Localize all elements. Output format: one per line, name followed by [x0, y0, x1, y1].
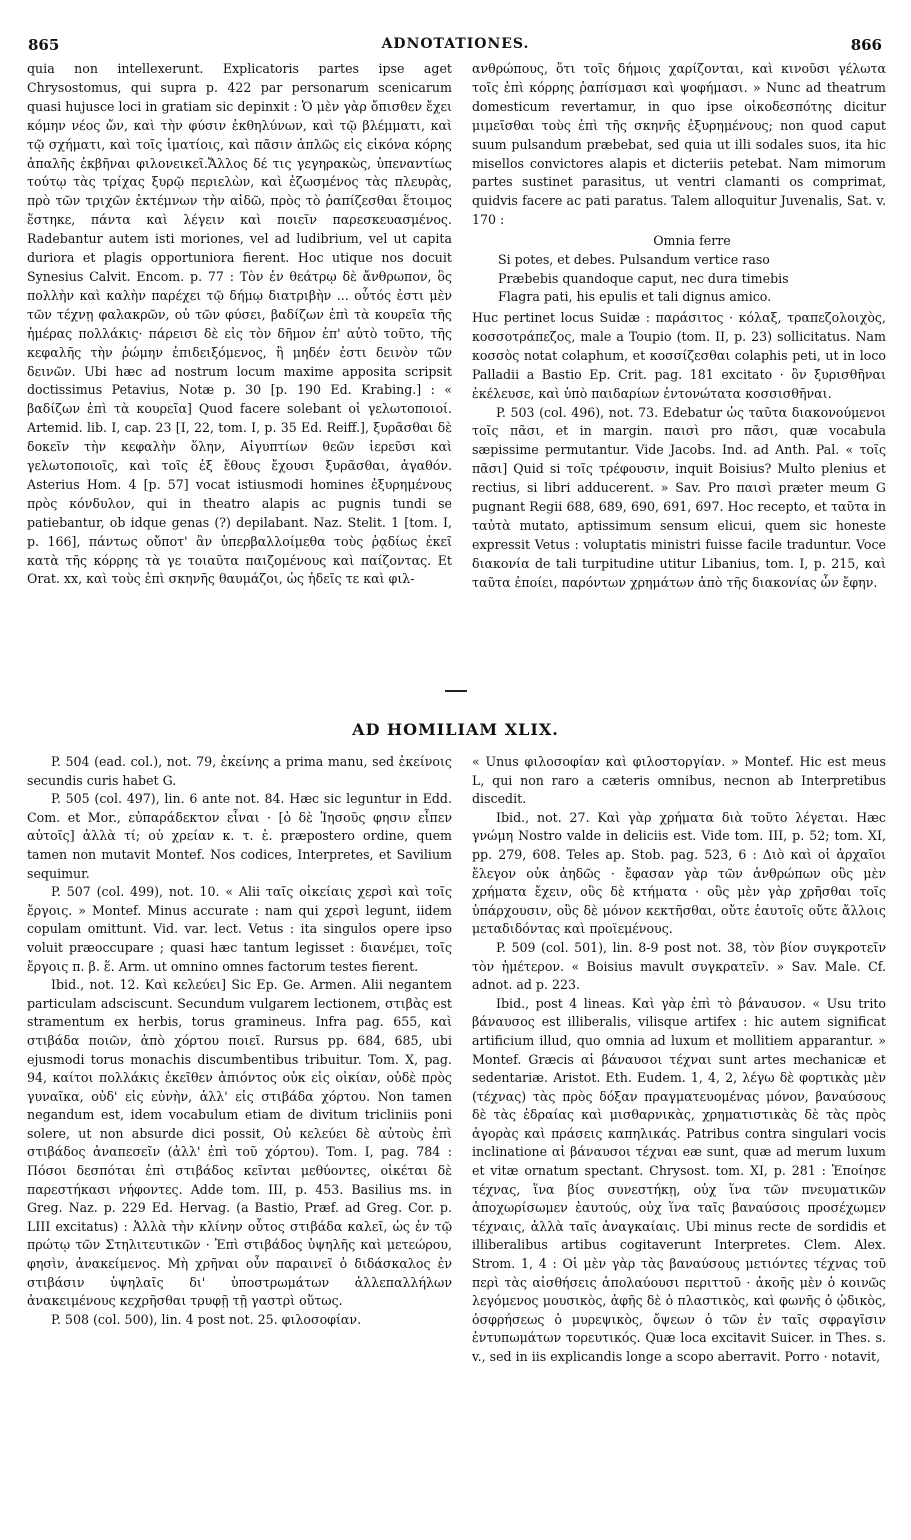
paragraph: P. 508 (col. 500), lin. 4 post not. 25. φιλοσοφίαν.: [51, 1311, 362, 1327]
paragraph: P. 507 (col. 499), not. 10. « Alii ταῖς οἰκείαις χερσὶ καὶ τοῖς ἔργοις. » Montef. Minus accurate : nam qui χερσὶ legunt, iidem copulam omittunt. Vid. var. lect. Vetus : ita singulos opere ipso voluit præoccupare ; quasi hæc tantum legisset : διανέμει, τοῖς ἔργοις π. β. ἕ. Arm. ut omnino omnes factorum testes fierent.: [27, 884, 452, 974]
paragraph: Huc pertinet locus Suidæ : παράσιτος · κόλαξ, τραπεζολοιχὸς, κοσσοτράπεζος, male a Toupio (tom. II, p. 23) sollicitatus. Nam κοσσὸς notat colaphum, et κοσσίζεσθαι colaphis peti, ut in loco Palladii a Bastio Ep. Crit. pag. 181 excitato · ὃν ξυρισθῆναι ἐκέλευσε, καὶ ὑπὸ παιδαρίων ἐντονώτατα κοσσισθῆναι.: [472, 309, 886, 401]
paragraph: ανθρώπους, ὅτι τοῖς δήμοις χαρίζονται, καὶ κινοῦσι γέλωτα τοῖς ἐπὶ κόρρης ῥαπίσμασι καὶ ψοφήμασι. » Nunc ad theatrum domesticum revertamur, in quo ipse οἰκοδεσπότης dicitur μιμεῖσθαι τοὺς ἐπὶ τῆς σκηνῆς ἐξυρημένους; non quod caput suum pulsandum præbebat, sed quia ut illi sodales suos, ita hic misellos convictores alapis et dicteriis petebat. Nam mimorum partes sustinet parasitus, ut ventri clamanti os comprimat, quidvis facere ac pati paratus. Talem alloquitur Juvenalis, Sat. v. 170 :: [472, 61, 886, 228]
verse-line: Præbebis quandoque caput, nec dura timebis: [498, 270, 789, 286]
running-title: ADNOTATIONES.: [381, 36, 530, 52]
paragraph: P. 509 (col. 501), lin. 8-9 post not. 38, τὸν βίον συγκροτεῖν τὸν ἡμέτερον. « Boisius mavult συγκρατεῖν. » Sav. Male. Cf. adnot. ad p. 223.: [472, 939, 886, 993]
bottom-left-column: [27, 753, 452, 1329]
verse-line: Omnia ferre: [653, 233, 731, 249]
verse-line: Flagra pati, his epulis et tali dignus amico.: [498, 289, 772, 305]
page-number-left: 865: [28, 36, 60, 54]
paragraph: P. 504 (ead. col.), not. 79, ἐκείνης a prima manu, sed ἐκείνοις secundis curis habet G.: [27, 754, 452, 788]
top-right-column: [472, 60, 886, 593]
paragraph: « Unus φιλοσοφίαν καὶ φιλοστοργίαν. » Montef. Hic est meus L, qui non raro a cæteris omnibus, necnon ab Interpretibus discedit.: [472, 754, 886, 807]
section-divider: [445, 690, 467, 692]
page-header: [0, 12, 911, 52]
paragraph: P. 503 (col. 496), not. 73. Edebatur ὡς ταῦτα διακονούμενοι τοῖς πᾶσι, et in margin. παισὶ pro πᾶσι, quæ vocabula sæpissime permutantur. Vide Jacobs. Ind. ad Anth. Pal. « τοῖς πᾶσι] Quid si τοῖς τρέφουσιν, inquit Boisius? Multo plenius et rectius, si libri adducerent. » Sav. Pro παισὶ præter meum G pugnant Regii 688, 689, 690, 691, 697. Hoc recepto, et ταῦτα in ταὐτὰ mutato, aptissimum sensum elicui, quem sic honeste expressit Vetus : voluptatis ministri fuisse facile traduntur. Voce διακονία de tali turpitudine utitur Libanius, tom. I, p. 215, καὶ ταῦτα ἐποίει, παρόντων χρημάτων ἀπὸ τῆς διακονίας ὧν ἔφην.: [472, 404, 886, 590]
page-number-right: 866: [850, 36, 882, 54]
top-left-column: [27, 60, 452, 589]
paragraph: P. 505 (col. 497), lin. 6 ante not. 84. Hæc sic leguntur in Edd. Com. et Mor., εὐπαράδεκτον εἶναι · [ὁ δὲ Ἰησοῦς φησιν εἶπεν αὐτοῖς] ἀλλὰ τί; οὐ χρείαν κ. τ. ἑ. præpostero ordine, quem tamen non mutavit Montef. Nos codices, Interpretes, et Savilium sequimur.: [27, 791, 452, 881]
paragraph: Ibid., not. 27. Καὶ γὰρ χρήματα διὰ τοῦτο λέγεται. Hæc γνώμη Nostro valde in deliciis est. Vide tom. III, p. 52; tom. XI, pp. 279, 608. Teles ap. Stob. pag. 523, 6 : Διὸ καὶ οἱ ἀρχαῖοι ἔλεγον οὐκ ἀηδῶς · ἔφασαν γὰρ τῶν ἀνθρώπων οὓς μὲν χρήματα ἔχειν, οὓς δὲ κτήματα · οὓς μὲν γὰρ χρῆσθαι τοῖς ὑπάρχουσιν, οὓς δὲ μόνον κεκτῆσθαι, οὔτε ἑαυτοῖς οὔτε ἄλλοις μεταδιδόντας καὶ προϊεμένους.: [472, 809, 886, 937]
paragraph: Ibid., post 4 lineas. Καὶ γὰρ ἐπὶ τὸ βάναυσον. « Usu trito βάναυσος est illiberalis, vilisque artifex : hic autem significat artificium illud, quo omnia ad luxum et mollitiem apparantur. » Montef. Græcis αἱ βάναυσοι τέχναι sunt artes mechanicæ et sedentariæ. Aristot. Eth. Eudem. 1, 4, 2, λέγω δὲ φορτικὰς μὲν (τέχνας) τὰς πρὸς δόξαν πραγματευομένας μόνον, βαναύσους δὲ τὰς ἑδραίας καὶ μισθαρνικὰς, χρηματιστικὰς δὲ τὰς πρὸς ἀγορὰς καὶ πράσεις καπηλικάς. Patribus contra singulari vocis inclinatione αἱ βάναυσοι τέχναι eæ sunt, quæ ad merum luxum et vitæ ornatum spectant. Chrysost. tom. XI, p. 281 : Ἐποίησε τέχνας, ἵνα βίος συνεστήκῃ, οὐχ ἵνα τῶν πνευματικῶν ἀποχωρίσωμεν ἑαυτούς, οὐχ ἵνα ταῖς βαναύσοις προσέχωμεν τέχναις, ἀλλὰ ταῖς ἀναγκαίαις. Ubi minus recte de sordidis et illiberalibus artibus cogitaverunt Interpretes. Clem. Alex. Strom. 1, 4 : Οἱ μὲν γὰρ τὰς βαναύσους μετιόντες τέχνας τοῦ περὶ τὰς αἰσθήσεις ἀπολαύουσι περιττοῦ · ἀκοῆς μὲν ὁ κοινῶς λεγόμενος μουσικὸς, ἁφῆς δὲ ὁ πλαστικὸς, καὶ φωνῆς ὁ ᾠδικὸς, ὀσφρήσεως ὁ μυρεψικὸς, ὄψεων ὁ τῶν ἐν ταῖς σφραγῖσιν ἐντυπωμάτων τορευτικός. Quæ loca excitavit Suicer. in Thes. s. v., sed in iis explicandis longe a scopo aberravit. Porro · notavit,: [472, 995, 886, 1364]
paragraph: Ibid., not. 12. Καὶ κελεύει] Sic Ep. Ge. Armen. Alii negantem particulam adsciscunt. Secundum vulgarem lectionem, στιβὰς est stramentum ex herbis, torus gramineus. Infra pag. 655, καὶ στιβάδα ποιῶν, ἀπὸ χόρτου ποιεῖ. Rursus pp. 684, 685, ubi ejusmodi torus monachis discumbentibus tribuitur. Tom. X, pag. 94, καίτοι πολλάκις ἐκεῖθεν ἀπιόντος οὐκ εἰς οἰκίαν, οὐδὲ πρὸς γυναῖκα, οὐδ' εἰς εὐνὴν, ἀλλ' εἰς στιβάδα χόρτου. Non tamen negandum est, idem vocabulum etiam de divitum tricliniis poni solere, ut non absurde dici possit, Οὐ κελεύει δὲ αὐτοὺς ἐπὶ στιβάδος ἀναπεσεῖν (ἀλλ' ἐπὶ τοῦ χόρτου). Tom. I, pag. 784 : Πόσοι δεσπόται ἐπὶ στιβάδος κεῖνται μεθύοντες, οἰκέται δὲ παρεστήκασι νήφοντες. Adde tom. III, p. 453. Basilius ms. in Greg. Naz. p. 229 Ed. Hervag. (a Bastio, Præf. ad Greg. Cor. p. LIII excitatus) : Ἀλλὰ τὴν κλίνην οὗτος στιβάδα καλεῖ, ὡς ἐν τῷ πρώτῳ τῶν Στηλιτευτικῶν · Ἐπὶ στιβάδος ὑψηλῆς καὶ μετεώρου, φησὶν, ἀνακείμενος. Μὴ χρῆναι οὖν παραινεῖ ὁ διδάσκαλος ἐν στιβάσιν ὑψηλαῖς δι' ὑποστρωμάτων ἀλλεπαλλήλων ἀνακειμένους κεχρῆσθαι τρυφῇ τῇ γαστρὶ οὕτως.: [27, 977, 452, 1309]
section-title: AD HOMILIAM XLIX.: [352, 720, 559, 739]
bottom-right-column: [472, 753, 886, 1367]
verse-quotation: [498, 232, 886, 307]
verse-line: Si potes, et debes. Pulsandum vertice raso: [498, 251, 770, 267]
paragraph: quia non intellexerunt. Explicatoris partes ipse aget Chrysostomus, qui supra p. 422 par personarum scenicarum quasi hujusce loci in gratiam sic depinxit : Ὁ μὲν γὰρ ὄπισθεν ἔχει κόμην νέος ὤν, καὶ τὴν φύσιν ἐκθηλύνων, καὶ τῷ βλέμματι, καὶ τῷ σχήματι, καὶ τοῖς ἱματίοις, καὶ πᾶσιν ἁπλῶς εἰς εἰκόνα κόρης ἁπαλῆς ἐκβῆναι φιλονεικεῖ.Ἄλλος δέ τις γεγηρακὼς, ὑπεναντίως τούτῳ τὰς τρίχας ξυρῷ περιελὼν, καὶ ἐζωσμένος τὰς πλευρὰς, πρὸ τῶν τριχῶν ἐκτέμνων τὴν αἰδῶ, πρὸς τὸ ῥαπίζεσθαι ἕτοιμος ἕστηκε, πάντα καὶ λέγειν καὶ ποιεῖν παρεσκευασμένος. Radebantur autem isti moriones, vel ad ludibrium, vel ut capita duriora et plagis opportuniora fierent. Hoc utique nos docuit Synesius Calvit. Encom. p. 77 : Τὸν ἐν θεάτρῳ δὲ ἄνθρωπον, ὃς πολλὴν καὶ καλὴν παρέχει τῷ δήμῳ διατριβὴν ... οὗτός ἐστι μὲν τῶν τέχνῃ φαλακρῶν, οὐ τῶν φύσει, βαδίζων ἐπὶ τὰ κουρεῖα τῆς ἡμέρας πολλάκις· πάρεισι δὲ εἰς τὸν δῆμον ἐπ' αὐτὸ τοῦτο, τῆς κεφαλῆς τὴν ῥώμην ἐπιδειξόμενος, ἢ μηδέν ἐστι δεινὸν τῶν δεινῶν. Ubi hæc ad nostrum locum maxime apposita scripsit doctissimus Petavius, Notæ p. 30 [p. 190 Ed. Krabing.] : « βαδίζων ἐπὶ τὰ κουρεῖα] Quod facere solebant οἱ γελωτοποιοί. Artemid. lib. I, cap. 23 [I, 22, tom. I, p. 35 Ed. Reiff.], ξυρᾶσθαι δὲ δοκεῖν τὴν κεφαλὴν ὅλην, Αἰγυπτίων θεῶν ἱερεῦσι καὶ γελωτοποιοῖς, καὶ τοῖς ἐξ ἔθους ἔχουσι ξυρᾶσθαι, ἀγαθόν. Asterius Hom. 4 [p. 57] vocat istiusmodi homines ἐξυρημένους πρὸς κόνδυλον, qui in theatro alapis ac pugnis tundi se patiebantur, ob idque genas (?) depilabant. Naz. Stelit. 1 [tom. I, p. 166], πάντως οὔποτ' ἂν ὑπερβαλλοίμεθα τοὺς ῥᾳδίως ἐκεῖ κατὰ τῆς κόρρης τὰ γε τοιαῦτα παιζομένους καὶ παίζοντας. Et Orat. xx, καὶ τοὺς ἐπὶ σκηνῆς θαυμάζοι, ὡς ἡδεῖς τε καὶ φιλ-: [27, 61, 452, 587]
